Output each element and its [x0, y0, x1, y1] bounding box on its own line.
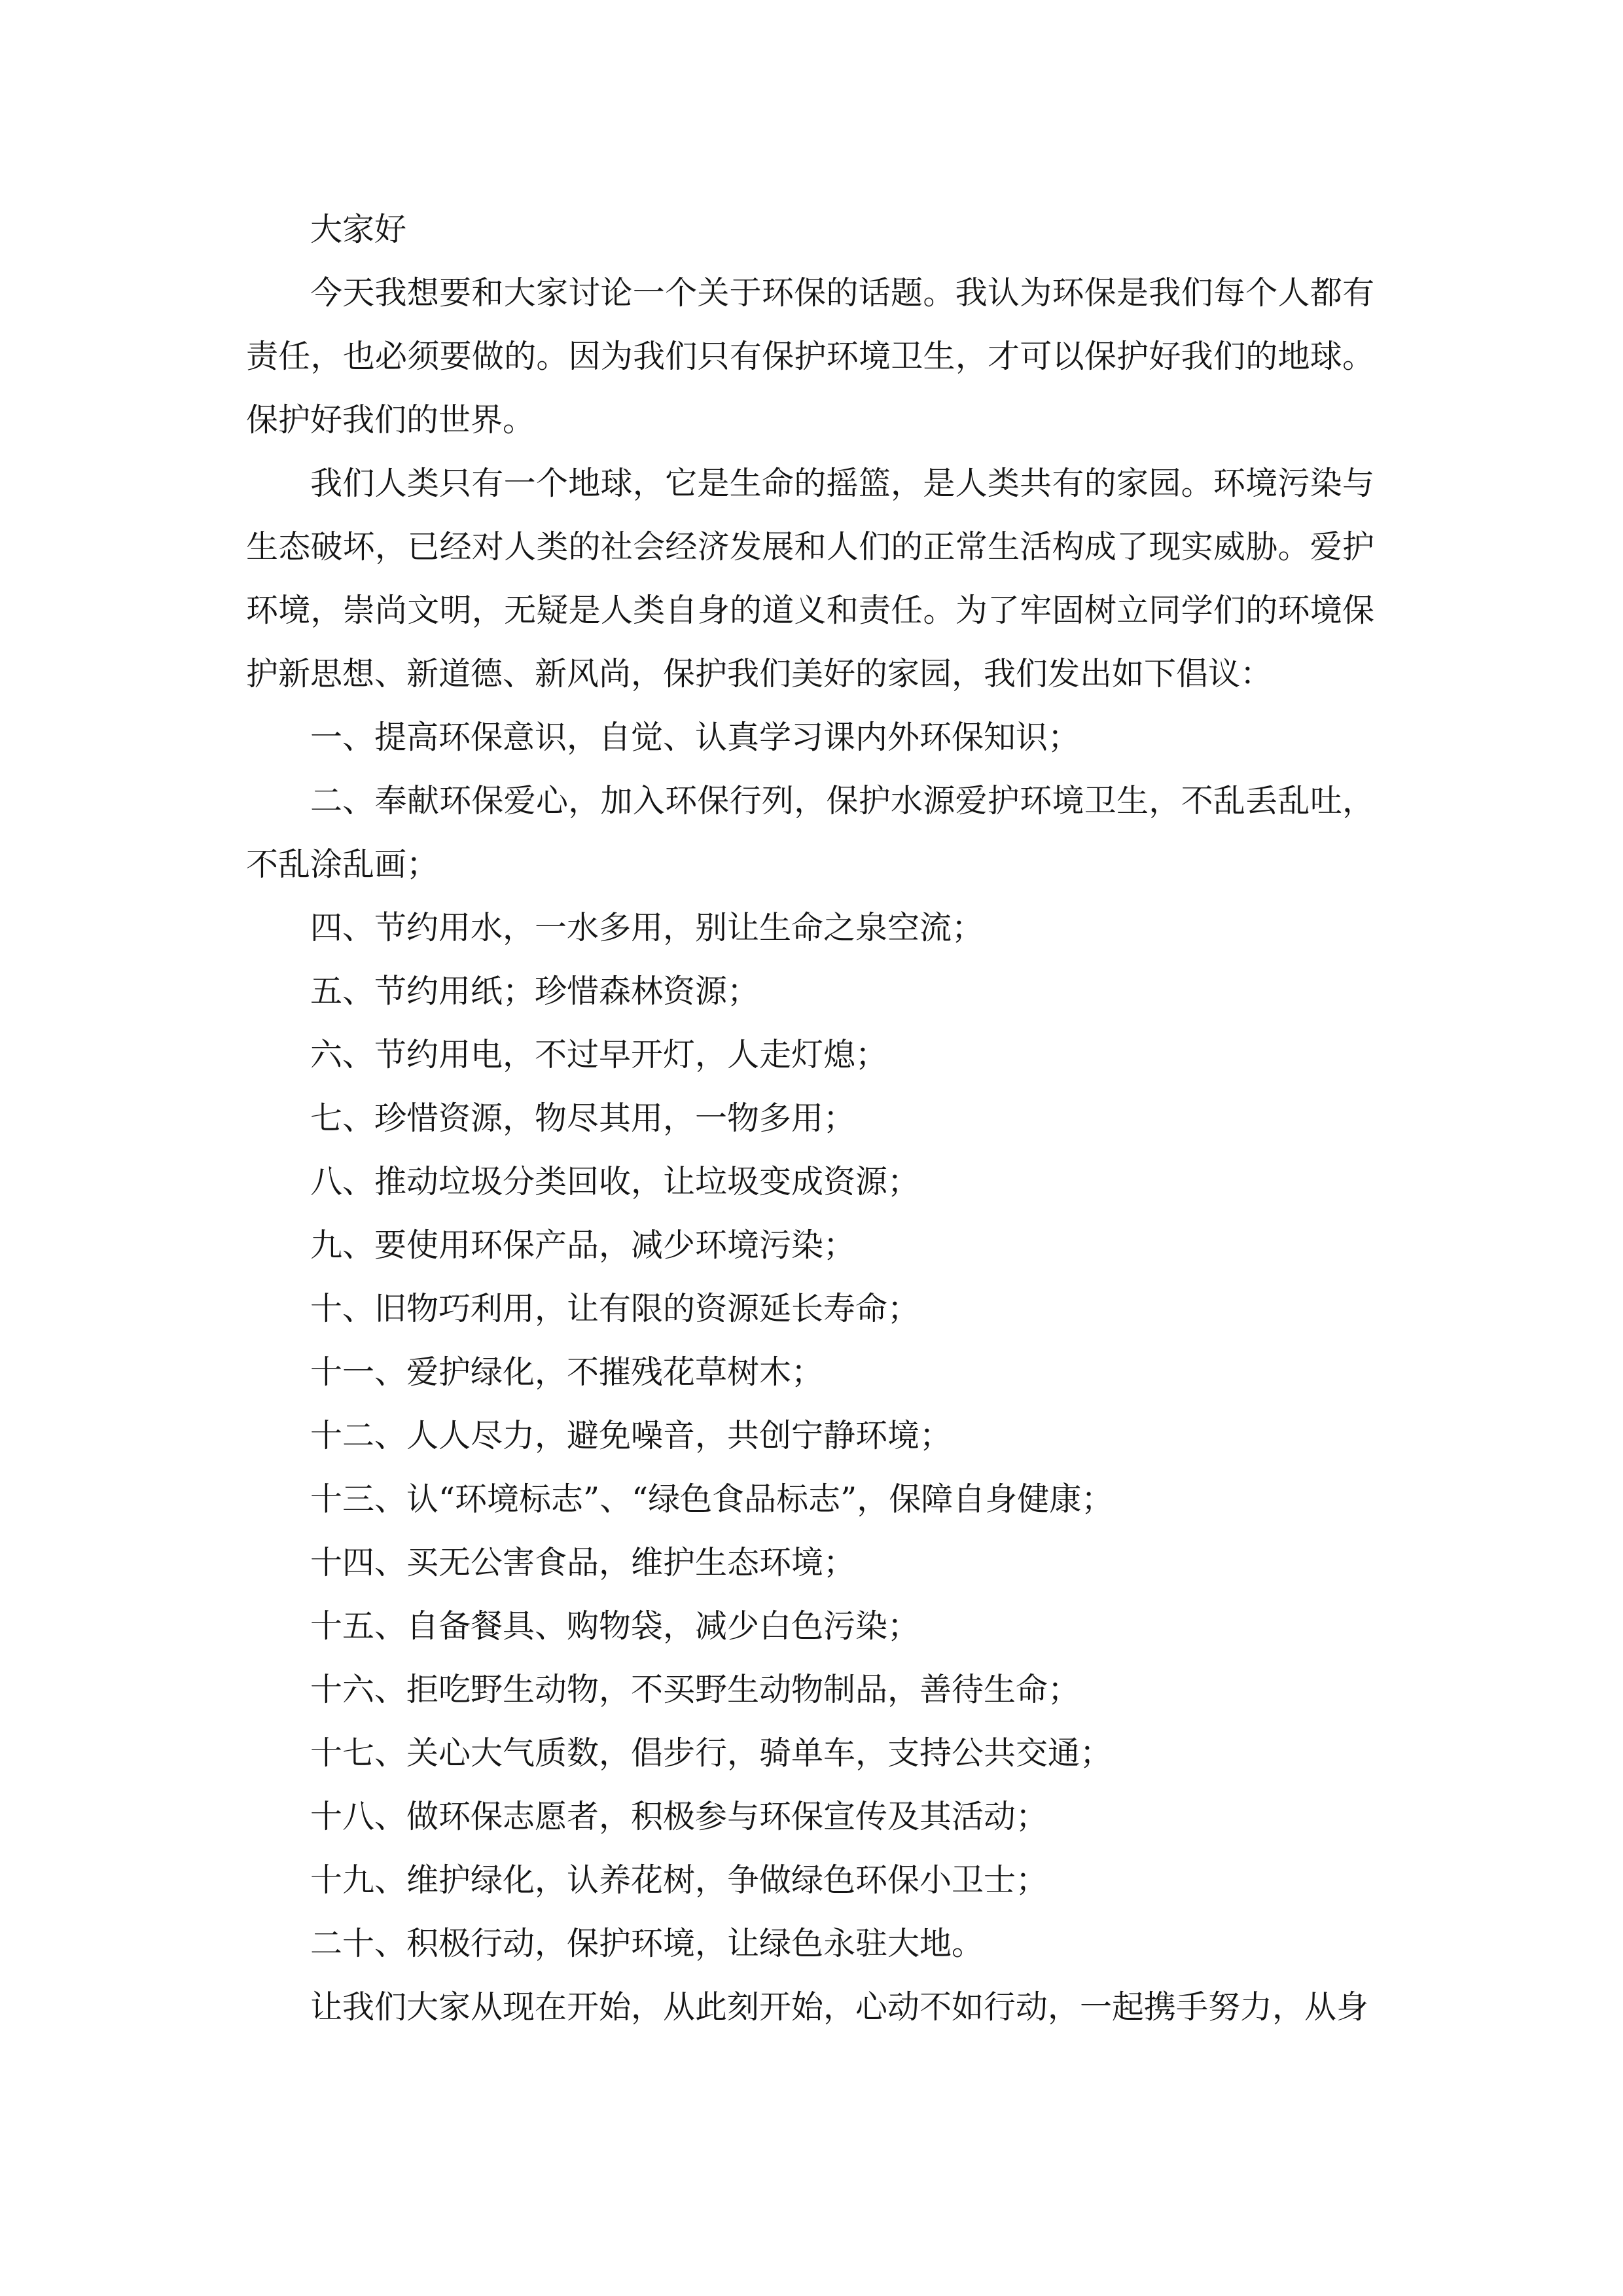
- paragraph-context: 我们人类只有一个地球，它是生命的摇篮，是人类共有的家园。环境污染与生态破坏，已经对人类的社会经济发展和人们的正常生活构成了现实威胁。爱护环境，崇尚文明，无疑是人类自身的道义和责任。为了牢固树立同学们的环境保护新思想、新道德、新风尚，保护我们美好的家园，我们发出如下倡议：: [246, 465, 1374, 692]
- proposal-item: 一、提高环保意识，自觉、认真学习课内外环保知识；: [310, 719, 1080, 756]
- proposal-item: 四、节约用水，一水多用，别让生命之泉空流；: [310, 909, 984, 946]
- proposal-item: 七、珍惜资源，物尽其用，一物多用；: [310, 1100, 856, 1137]
- proposal-item: 十四、买无公害食品，维护生态环境；: [310, 1544, 856, 1581]
- proposal-item: 十八、做环保志愿者，积极参与环保宣传及其活动；: [310, 1798, 1048, 1835]
- proposal-item: 十三、认“环境标志”、“绿色食品标志”，保障自身健康；: [310, 1480, 1114, 1518]
- greeting: 大家好: [310, 211, 407, 248]
- proposal-item: 二十、积极行动，保护环境，让绿色永驻大地。: [310, 1925, 984, 1962]
- document-body: [246, 198, 1374, 2039]
- closing-paragraph: 让我们大家从现在开始，从此刻开始，心动不如行动，一起携手努力，从身: [310, 1988, 1369, 2026]
- proposal-item: 五、节约用纸；珍惜森林资源；: [310, 973, 760, 1010]
- proposal-item: 十二、人人尽力，避免噪音，共创宁静环境；: [310, 1417, 952, 1454]
- proposal-item: 十、旧物巧利用，让有限的资源延长寿命；: [310, 1290, 920, 1327]
- proposal-item: 十一、爱护绿化，不摧残花草树木；: [310, 1354, 824, 1391]
- proposal-item: 九、要使用环保产品，减少环境污染；: [310, 1227, 856, 1264]
- proposal-item: 十六、拒吃野生动物，不买野生动物制品，善待生命；: [310, 1671, 1080, 1708]
- proposal-item: 十九、维护绿化，认养花树，争做绿色环保小卫士；: [310, 1861, 1048, 1899]
- proposal-item: 八、推动垃圾分类回收，让垃圾变成资源；: [310, 1163, 920, 1200]
- proposal-item: 十七、关心大气质数，倡步行，骑单车，支持公共交通；: [310, 1734, 1113, 1772]
- proposal-item: 二、奉献环保爱心，加入环保行列，保护水源爱护环境卫生，不乱丢乱吐，不乱涂乱画；: [246, 782, 1374, 883]
- proposal-item: 十五、自备餐具、购物袋，减少白色污染；: [310, 1607, 920, 1645]
- proposal-item: 六、节约用电，不过早开灯，人走灯熄；: [310, 1036, 888, 1073]
- paragraph-intro: 今天我想要和大家讨论一个关于环保的话题。我认为环保是我们每个人都有责任，也必须要做的。因为我们只有保护环境卫生，才可以保护好我们的地球。保护好我们的世界。: [246, 274, 1374, 439]
